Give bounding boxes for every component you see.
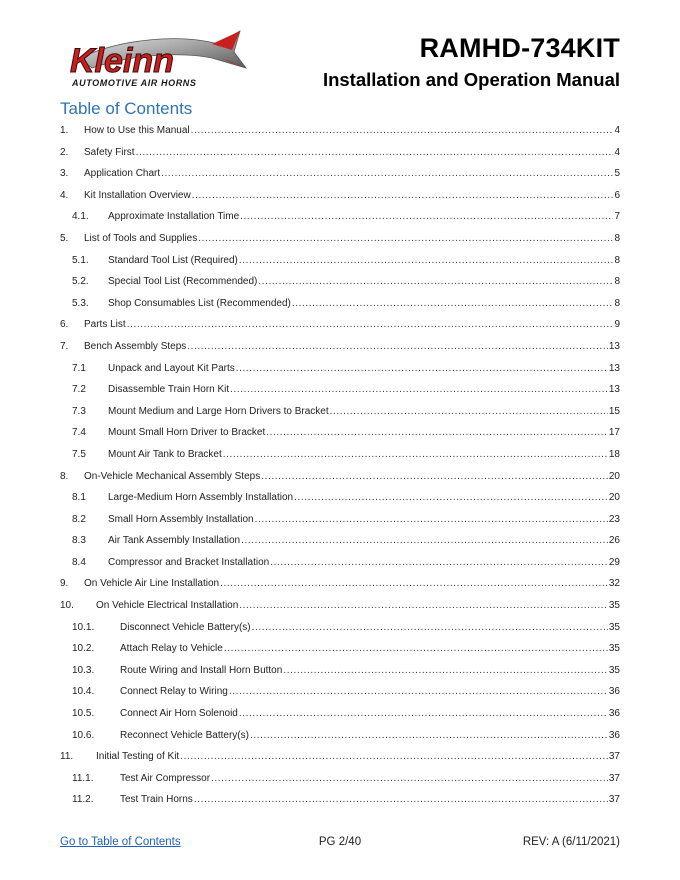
page-number: PG 2/40: [318, 836, 362, 848]
toc-entry-page: 13: [608, 362, 620, 374]
toc-entry-page: 18: [608, 448, 620, 460]
toc-entry-page: 13: [608, 384, 620, 396]
toc-entry-title: Shop Consumables List (Recommended): [108, 297, 291, 309]
toc-entry-number: 5.3.: [72, 297, 89, 309]
toc-entry-number: 7.4: [72, 427, 86, 439]
toc-subentry[interactable]: [60, 660, 620, 682]
toc-entry-title: Compressor and Bracket Installation: [108, 556, 270, 568]
toc-leader-dots: [223, 444, 608, 466]
toc-entry-title: Test Air Compressor: [120, 772, 211, 784]
toc-entry-page: 23: [608, 513, 620, 525]
toc-entry-page: 17: [608, 427, 620, 439]
toc-entry-number: 7.5: [72, 448, 86, 460]
toc-entry-page: 6: [614, 189, 620, 201]
document-title: RAMHD-734KIT: [419, 33, 620, 63]
toc-subentry[interactable]: [60, 530, 620, 552]
toc-entry[interactable]: [60, 746, 620, 768]
toc-leader-dots: [224, 638, 608, 660]
toc-entry-page: 13: [608, 340, 620, 352]
toc-entry-number: 10.1.: [72, 621, 95, 633]
toc-entry-page: 36: [608, 686, 620, 698]
toc-entry-number: 7.: [60, 340, 69, 352]
toc-entry-number: 10.3.: [72, 664, 95, 676]
toc-entry-title: List of Tools and Supplies: [84, 232, 198, 244]
toc-entry-number: 7.1: [72, 362, 86, 374]
toc-entry-number: 11.2.: [72, 794, 94, 806]
toc-entry-title: Large-Medium Horn Assembly Installation: [108, 492, 294, 504]
toc-leader-dots: [236, 358, 608, 380]
toc-subentry[interactable]: [60, 617, 620, 639]
toc-leader-dots: [194, 789, 608, 811]
toc-entry-number: 4.: [60, 189, 69, 201]
toc-leader-dots: [261, 466, 608, 488]
toc-entry-title: Mount Air Tank to Bracket: [108, 448, 222, 460]
toc-entry-title: Mount Small Horn Driver to Bracket: [108, 427, 266, 439]
toc-entry-title: Application Chart: [84, 168, 161, 180]
toc-entry-page: 8: [614, 232, 620, 244]
toc-entry-number: 9.: [60, 578, 69, 590]
toc-leader-dots: [241, 530, 608, 552]
toc-entry-title: Mount Medium and Large Horn Drivers to Bracket: [108, 405, 329, 417]
toc-entry-title: On Vehicle Air Line Installation: [84, 578, 220, 590]
toc-leader-dots: [161, 163, 613, 185]
toc-entry-title: Small Horn Assembly Installation: [108, 513, 254, 525]
toc-leader-dots: [239, 250, 614, 272]
toc-entry-number: 10.4.: [72, 686, 95, 698]
toc-entry-page: 37: [608, 772, 620, 784]
toc-subentry[interactable]: [60, 638, 620, 660]
toc-entry-title: Air Tank Assembly Installation: [108, 535, 241, 547]
toc-subentry[interactable]: [60, 271, 620, 293]
toc-entry-page: 35: [608, 621, 620, 633]
toc-entry-title: Disconnect Vehicle Battery(s): [120, 621, 251, 633]
toc-entry-title: Connect Relay to Wiring: [120, 686, 228, 698]
toc-entry[interactable]: [60, 336, 620, 358]
toc-subentry[interactable]: [60, 401, 620, 423]
table-of-contents: [60, 120, 620, 811]
toc-heading: Table of Contents: [60, 99, 193, 118]
toc-entry-title: On Vehicle Electrical Installation: [96, 600, 239, 612]
toc-entry-page: 5: [614, 168, 620, 180]
toc-leader-dots: [239, 595, 608, 617]
toc-entry-number: 10.6.: [72, 729, 95, 741]
toc-entry-title: Test Train Horns: [120, 794, 193, 806]
toc-entry-title: Connect Air Horn Solenoid: [120, 708, 238, 720]
toc-subentry[interactable]: [60, 725, 620, 747]
toc-subentry[interactable]: [60, 768, 620, 790]
toc-entry[interactable]: [60, 466, 620, 488]
toc-entry-number: 8.4: [72, 556, 86, 568]
toc-entry-title: Route Wiring and Install Horn Button: [120, 664, 283, 676]
toc-entry-page: 15: [608, 405, 620, 417]
toc-entry-page: 7: [614, 211, 620, 223]
toc-leader-dots: [127, 314, 614, 336]
toc-subentry[interactable]: [60, 206, 620, 228]
toc-entry-title: On-Vehicle Mechanical Assembly Steps: [84, 470, 261, 482]
toc-entry-page: 8: [614, 254, 620, 266]
toc-entry-title: How to Use this Manual: [84, 125, 190, 136]
toc-leader-dots: [283, 660, 608, 682]
logo-tagline: AUTOMOTIVE AIR HORNS: [72, 78, 197, 88]
toc-entry-title: Reconnect Vehicle Battery(s): [120, 729, 249, 741]
toc-entry-title: Bench Assembly Steps: [84, 340, 187, 352]
toc-entry-title: Initial Testing of Kit: [96, 751, 180, 763]
toc-entry-number: 3.: [60, 168, 69, 180]
toc-leader-dots: [229, 681, 608, 703]
toc-subentry[interactable]: [60, 487, 620, 509]
toc-entry-title: Attach Relay to Vehicle: [120, 643, 223, 655]
toc-entry-title: Standard Tool List (Required): [108, 254, 238, 266]
toc-entry-number: 8.1: [72, 492, 86, 504]
toc-leader-dots: [192, 185, 614, 207]
toc-entry-page: 4: [614, 146, 620, 158]
toc-entry-number: 11.: [60, 751, 74, 763]
toc-leader-dots: [250, 725, 608, 747]
toc-leader-dots: [266, 422, 608, 444]
toc-subentry[interactable]: [60, 379, 620, 401]
toc-entry[interactable]: [60, 314, 620, 336]
toc-entry-page: 32: [608, 578, 620, 590]
toc-subentry[interactable]: [60, 422, 620, 444]
toc-subentry[interactable]: [60, 703, 620, 725]
toc-entry-page: 20: [608, 470, 620, 482]
toc-entry-number: 7.2: [72, 384, 86, 396]
toc-entry-number: 7.3: [72, 405, 86, 417]
logo-wordmark: Kleinn: [70, 42, 174, 80]
toc-entry-page: 20: [608, 492, 620, 504]
revision-label: REV: A (6/11/2021): [522, 836, 620, 848]
toc-entry[interactable]: [60, 228, 620, 250]
toc-subentry[interactable]: [60, 552, 620, 574]
toc-entry-number: 6.: [60, 319, 69, 331]
toc-leader-dots: [330, 401, 608, 423]
toc-leader-dots: [187, 336, 608, 358]
toc-entry-number: 10.: [60, 600, 74, 612]
toc-entry-page: 8: [614, 276, 620, 288]
toc-leader-dots: [239, 703, 608, 725]
toc-entry-page: 36: [608, 708, 620, 720]
toc-entry-page: 26: [608, 535, 620, 547]
toc-leader-dots: [270, 552, 608, 574]
toc-subentry[interactable]: [60, 358, 620, 380]
toc-entry-page: 35: [608, 600, 620, 612]
toc-leader-dots: [258, 271, 613, 293]
toc-entry[interactable]: [60, 142, 620, 164]
toc-entry-page: 37: [608, 751, 620, 763]
toc-entry-page: 37: [608, 794, 620, 806]
toc-entry-title: Disassemble Train Horn Kit: [108, 384, 230, 396]
toc-leader-dots: [292, 293, 614, 315]
toc-entry-page: 4: [614, 125, 620, 136]
toc-entry-page: 29: [608, 556, 620, 568]
toc-entry[interactable]: [60, 120, 620, 142]
toc-entry-page: 9: [614, 319, 620, 331]
toc-leader-dots: [198, 228, 613, 250]
toc-leader-dots: [191, 120, 614, 142]
toc-entry[interactable]: [60, 595, 620, 617]
toc-entry-number: 5.: [60, 232, 69, 244]
toc-entry-title: Parts List: [84, 319, 126, 331]
toc-entry[interactable]: [60, 163, 620, 185]
toc-leader-dots: [180, 746, 608, 768]
document-subtitle: Installation and Operation Manual: [322, 69, 620, 90]
toc-leader-dots: [211, 768, 608, 790]
toc-subentry[interactable]: [60, 509, 620, 531]
toc-entry-title: Special Tool List (Recommended): [108, 276, 258, 288]
toc-entry-number: 8.: [60, 470, 69, 482]
toc-entry-number: 8.2: [72, 513, 86, 525]
toc-leader-dots: [252, 617, 608, 639]
toc-entry-number: 2.: [60, 146, 69, 158]
toc-entry[interactable]: [60, 185, 620, 207]
toc-entry-page: 36: [608, 729, 620, 741]
toc-entry-title: Unpack and Layout Kit Parts: [108, 362, 235, 374]
toc-entry-page: 35: [608, 643, 620, 655]
toc-entry-title: Kit Installation Overview: [84, 189, 191, 201]
toc-entry-number: 5.1.: [72, 254, 89, 266]
logo-graphic: [62, 28, 248, 90]
toc-entry-number: 11.1.: [72, 772, 94, 784]
toc-subentry[interactable]: [60, 250, 620, 272]
toc-leader-dots: [230, 379, 608, 401]
toc-entry-page: 8: [614, 297, 620, 309]
toc-entry-title: Approximate Installation Time: [108, 211, 240, 223]
toc-leader-dots: [220, 573, 608, 595]
toc-entry-number: 10.2.: [72, 643, 95, 655]
toc-leader-dots: [255, 509, 608, 531]
toc-entry-number: 5.2.: [72, 276, 89, 288]
go-to-toc-link[interactable]: Go to Table of Contents: [60, 836, 181, 848]
toc-entry-title: Safety First: [84, 146, 135, 158]
toc-subentry[interactable]: [60, 789, 620, 811]
toc-entry-number: 8.3: [72, 535, 86, 547]
toc-entry-number: 4.1.: [72, 211, 89, 223]
toc-subentry[interactable]: [60, 293, 620, 315]
toc-entry-page: 35: [608, 664, 620, 676]
toc-leader-dots: [294, 487, 608, 509]
toc-entry-number: 10.5.: [72, 708, 95, 720]
toc-entry[interactable]: [60, 573, 620, 595]
toc-leader-dots: [136, 142, 614, 164]
toc-entry-number: 1.: [60, 125, 69, 136]
kleinn-logo: [62, 28, 248, 90]
toc-subentry[interactable]: [60, 681, 620, 703]
toc-subentry[interactable]: [60, 444, 620, 466]
toc-leader-dots: [240, 206, 613, 228]
